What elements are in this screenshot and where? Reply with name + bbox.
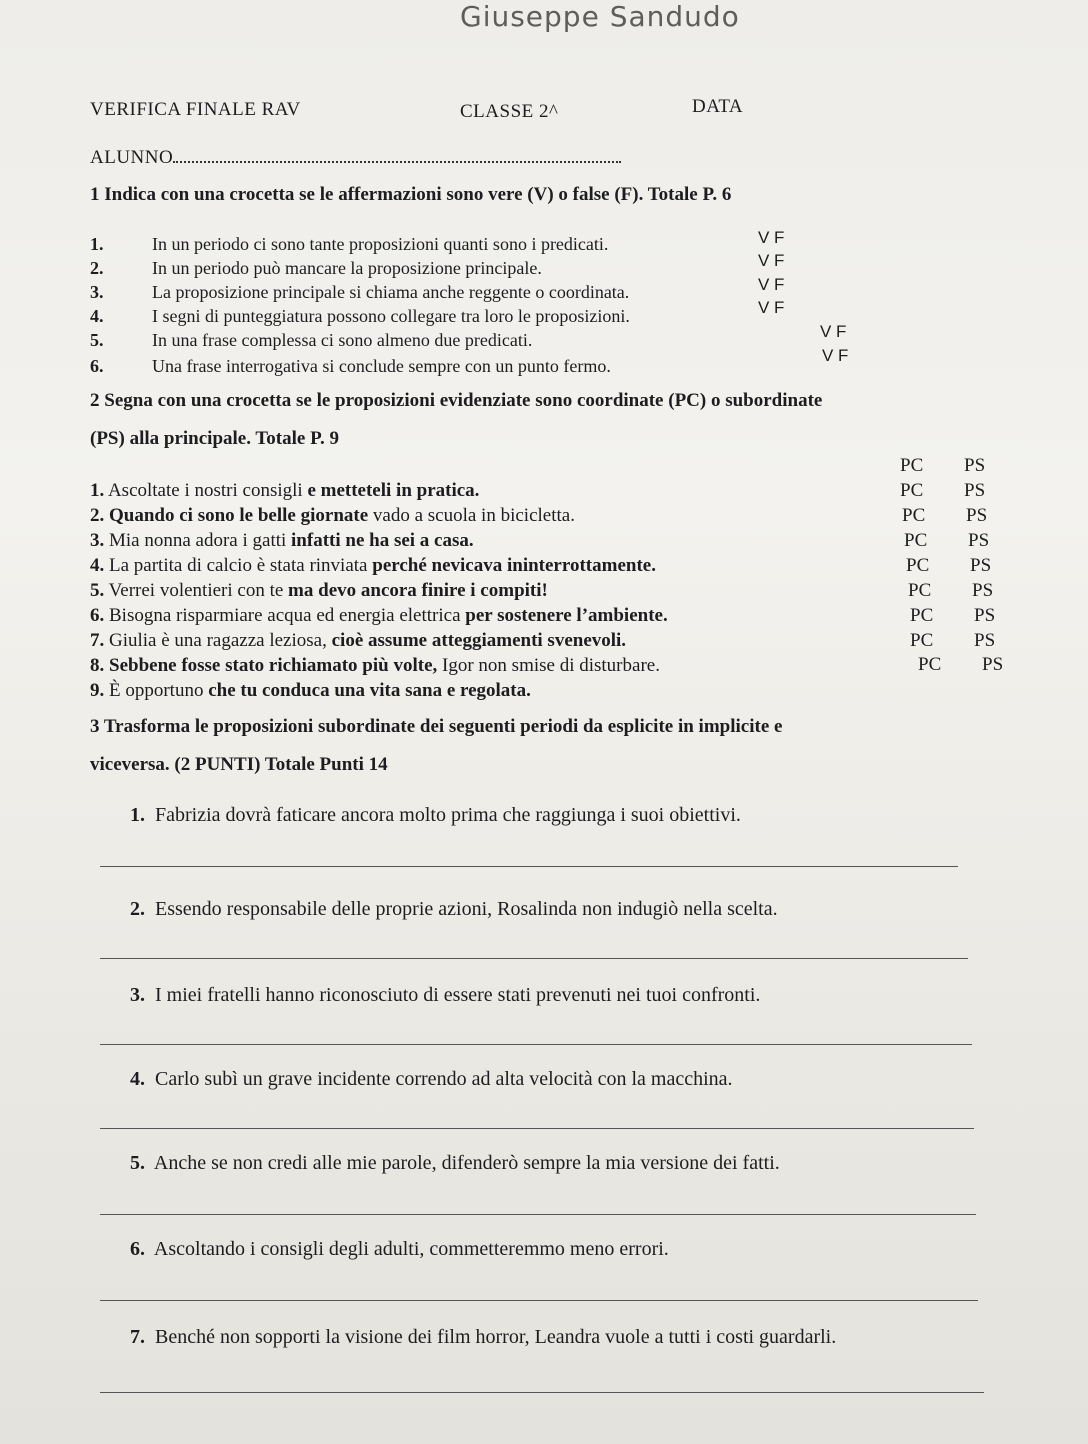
section2-heading-line2: (PS) alla principale. Totale P. 9 <box>90 428 339 449</box>
test-title: VERIFICA FINALE RAV <box>90 99 301 120</box>
s2-item-1: 1. Ascoltate i nostri consigli e metteteli in pratica. <box>90 480 480 501</box>
s1-vf-2[interactable]: V F <box>758 251 785 270</box>
s3-item-3: 3. I miei fratelli hanno riconosciuto di essere stati prevenuti nei tuoi confronti. <box>130 984 761 1006</box>
s2-item-3: 3. Mia nonna adora i gatti infatti ne ha sei a casa. <box>90 530 474 551</box>
s3-item-1: 1. Fabrizia dovrà faticare ancora molto prima che raggiunga i suoi obiettivi. <box>130 804 741 826</box>
s3-answer-line-2[interactable] <box>100 958 968 959</box>
s1-vf-4[interactable]: V F <box>758 298 785 317</box>
s3-answer-line-1[interactable] <box>100 866 958 867</box>
s2-options-2[interactable]: PC PS <box>900 480 986 501</box>
s1-item-4: 4. I segni di punteggiatura possono collegare tra loro le proposizioni. <box>90 306 630 326</box>
section3-heading-line2: viceversa. (2 PUNTI) Totale Punti 14 <box>90 754 388 775</box>
student-name-row <box>90 147 621 169</box>
s2-options-6[interactable]: PC PS <box>908 580 994 601</box>
class-label: CLASSE 2^ <box>460 101 559 122</box>
s1-vf-6[interactable]: V F <box>822 346 849 365</box>
s3-answer-line-3[interactable] <box>100 1044 972 1045</box>
s3-answer-line-4[interactable] <box>100 1128 974 1129</box>
s2-item-8: 8. Sebbene fosse stato richiamato più volte, Igor non smise di disturbare. <box>90 655 660 676</box>
s3-answer-line-7[interactable] <box>100 1392 984 1393</box>
student-name-field[interactable] <box>173 161 621 163</box>
s3-item-2: 2. Essendo responsabile delle proprie azioni, Rosalinda non indugiò nella scelta. <box>130 898 778 920</box>
s2-options-9[interactable]: PC PS <box>918 654 1004 675</box>
section3-heading-line1: 3 Trasforma le proposizioni subordinate dei seguenti periodi da esplicite in implicite e <box>90 716 783 737</box>
handwritten-student-name: Giuseppe Sandudo <box>460 0 740 33</box>
s3-item-6: 6. Ascoltando i consigli degli adulti, commetteremmo meno errori. <box>130 1238 669 1260</box>
s3-item-7: 7. Benché non sopporti la visione dei film horror, Leandra vuole a tutti i costi guardarli. <box>130 1326 837 1348</box>
s2-item-9: 9. È opportuno che tu conduca una vita sana e regolata. <box>90 680 531 701</box>
date-label: DATA <box>692 96 744 117</box>
s1-item-2: 2. In un periodo può mancare la proposizione principale. <box>90 258 542 278</box>
student-label: ALUNNO <box>90 147 174 168</box>
section1-heading: 1 Indica con una crocetta se le affermazioni sono vere (V) o false (F). Totale P. 6 <box>90 184 732 205</box>
section2-heading-line1: 2 Segna con una crocetta se le proposizioni evidenziate sono coordinate (PC) o subordinate <box>90 390 823 411</box>
s1-item-3: 3. La proposizione principale si chiama anche reggente o coordinata. <box>90 282 630 302</box>
s1-vf-5[interactable]: V F <box>820 322 847 341</box>
s2-item-4: 4. La partita di calcio è stata rinviata perché nevicava ininterrottamente. <box>90 555 656 576</box>
s1-item-6: 6. Una frase interrogativa si conclude sempre con un punto fermo. <box>90 356 611 376</box>
s2-item-5: 5. Verrei volentieri con te ma devo ancora finire i compiti! <box>90 580 548 601</box>
s2-options-3[interactable]: PC PS <box>902 505 988 526</box>
s2-options-1[interactable]: PC PS <box>900 455 986 476</box>
s3-answer-line-6[interactable] <box>100 1300 978 1301</box>
s3-answer-line-5[interactable] <box>100 1214 976 1215</box>
s3-item-4: 4. Carlo subì un grave incidente correndo ad alta velocità con la macchina. <box>130 1068 733 1090</box>
s2-options-5[interactable]: PC PS <box>906 555 992 576</box>
s3-item-5: 5. Anche se non credi alle mie parole, difenderò sempre la mia versione dei fatti. <box>130 1152 780 1174</box>
s1-item-1: 1. In un periodo ci sono tante proposizioni quanti sono i predicati. <box>90 234 609 254</box>
s2-item-6: 6. Bisogna risparmiare acqua ed energia elettrica per sostenere l’ambiente. <box>90 605 668 626</box>
s1-item-5: 5. In una frase complessa ci sono almeno due predicati. <box>90 330 533 350</box>
s2-item-2: 2. Quando ci sono le belle giornate vado a scuola in bicicletta. <box>90 505 575 526</box>
s1-vf-3[interactable]: V F <box>758 275 785 294</box>
s2-options-4[interactable]: PC PS <box>904 530 990 551</box>
s2-options-7[interactable]: PC PS <box>910 605 996 626</box>
s1-vf-1[interactable]: V F <box>758 228 785 247</box>
s2-item-7: 7. Giulia è una ragazza leziosa, cioè assume atteggiamenti svenevoli. <box>90 630 627 651</box>
s2-options-8[interactable]: PC PS <box>910 630 996 651</box>
